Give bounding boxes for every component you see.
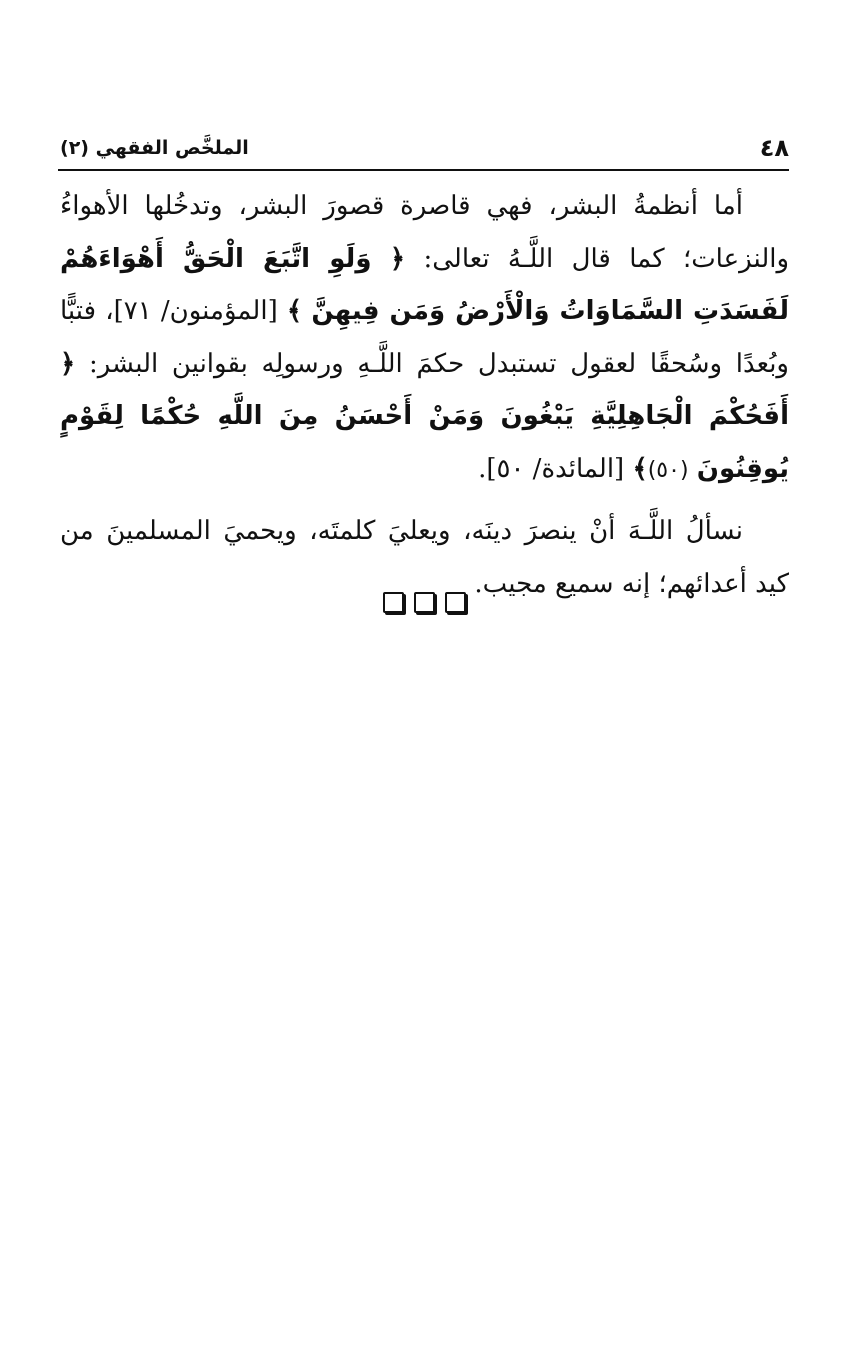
end-box-icon: [383, 592, 404, 613]
paragraph-1: [60, 180, 789, 497]
end-box-icon: [414, 592, 435, 613]
quran-open-bracket-2: ﴿: [60, 348, 76, 379]
body-text: [60, 180, 789, 610]
verse-1-reference: [المؤمنون/ ٧١]،: [105, 296, 278, 326]
page-number: ٤٨: [759, 134, 789, 162]
running-header: [60, 130, 789, 166]
verse-2-reference: [المائدة/ ٥٠].: [478, 453, 625, 484]
quran-verse-1: وَلَوِ اتَّبَعَ الْحَقُّ أَهْوَاءَهُمْ لَفَسَدَتِ السَّمَاوَاتُ وَالْأَرْضُ وَمَن فِيهِنَّ: [60, 243, 790, 326]
paragraph-2: نسألُ اللَّـهَ أنْ ينصرَ دينَه، ويعليَ كلمتَه، ويحميَ المسلمينَ من كيد أعدائهم؛ إنه سميع مجيب.: [60, 516, 789, 599]
quran-close-bracket-2: ﴾: [632, 453, 648, 484]
paragraph-1-middle: فتبًّا وبُعدًا وسُحقًا لعقول تستبدل حكمَ اللَّـهِ ورسولِه بقوانين البشر:: [60, 296, 789, 379]
header-divider: [58, 169, 789, 171]
ayah-number-marker: (٥٠): [647, 457, 689, 483]
paragraph-1-intro: أما أنظمةُ البشر، فهي قاصرة قصورَ البشر، وتدخُلها الأهواءُ والنزعات؛ كما قال اللَّـهُ تعالى:: [60, 191, 790, 274]
quran-verse-2: أَفَحُكْمَ الْجَاهِلِيَّةِ يَبْغُونَ وَمَنْ أَحْسَنُ مِنَ اللَّهِ حُكْمًا لِقَوْمٍ يُوقِنُونَ: [60, 401, 789, 484]
end-box-icon: [445, 592, 466, 613]
quran-close-bracket: ﴾: [286, 296, 303, 326]
section-end-ornament: [0, 592, 849, 613]
quran-open-bracket: ﴿: [389, 243, 406, 274]
book-title: الملخَّص الفقهي (٢): [60, 137, 249, 159]
